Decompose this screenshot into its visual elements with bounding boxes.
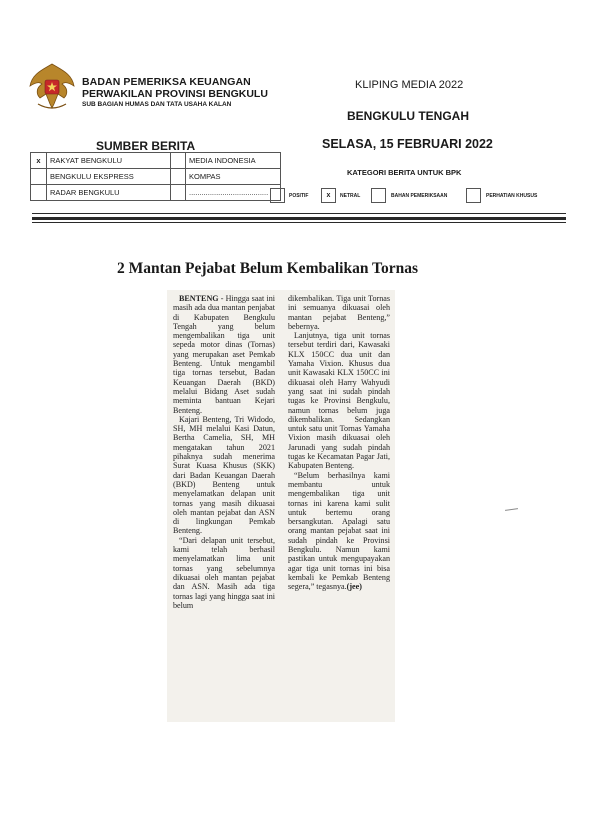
divider-line-thick — [32, 217, 566, 220]
source-name: MEDIA INDONESIA — [186, 153, 281, 169]
category-checkbox-positif — [270, 188, 285, 203]
article-paragraph: “Belum berhasilnya kami membantu untuk mengembalikan tiga unit tornas ini karena kami sulit untuk bertemu orang bersangkutan. Apalagi satu orang mantan pejabat saat ini sudah pindah ke Provinsi Bengkulu. Namun kami pastikan untuk mengupayakan agar tiga unit tornas ini bisa kembali ke Pemkab Benteng segera,” tegasnya.(jee) — [288, 470, 390, 592]
category-checkbox-netral: x — [321, 188, 336, 203]
article-column-2 — [288, 294, 390, 592]
source-checkbox — [31, 185, 47, 201]
source-checkbox: x — [31, 153, 47, 169]
scan-artifact — [505, 508, 518, 511]
kliping-label: KLIPING MEDIA 2022 — [355, 79, 464, 91]
bpk-garuda-logo — [28, 60, 76, 112]
source-name: KOMPAS — [186, 169, 281, 185]
article-paragraph: Lanjutnya, tiga unit tornas tersebut terdiri dari, Kawasaki KLX 150CC dua unit dan Yamaha Vixion. Khusus dua unit Kawasaki KLX 150CC ini dikuasai oleh Harry Wahyudi yang saat ini sudah pindah tugas ke Provinsi Bengkulu, namun tornas belum juga dikembalikan. Sedangkan untuk satu unit Tornas Yamaha Vixion masih dikuasai oleh Jarunadi yang sudah pindah tugas ke Kecamatan Pagar Jati, Kabupaten Benteng. — [288, 331, 390, 471]
source-name: BENGKULU EKSPRESS — [47, 169, 171, 185]
source-row — [31, 185, 281, 201]
sumber-berita-title: SUMBER BERITA — [96, 139, 196, 153]
article-column-1 — [173, 294, 275, 610]
source-name: RADAR BENGKULU — [47, 185, 171, 201]
publication-date: SELASA, 15 FEBRUARI 2022 — [322, 137, 493, 151]
source-name: RAKYAT BENGKULU — [47, 153, 171, 169]
source-table — [30, 152, 281, 201]
article-headline: 2 Mantan Pejabat Belum Kembalikan Tornas — [117, 260, 418, 277]
newspaper-clipping — [167, 290, 395, 722]
source-checkbox — [171, 153, 186, 169]
org-branch: PERWAKILAN PROVINSI BENGKULU — [82, 88, 268, 100]
article-paragraph: “Dari delapan unit tersebut, kami telah berhasil menyelamatkan lima unit tornas yang sebelumnya dikuasai oleh mantan pejabat dan ASN. Masih ada tiga tornas lagi yang hingga saat ini belum — [173, 535, 275, 610]
divider-line — [32, 213, 566, 214]
org-name: BADAN PEMERIKSA KEUANGAN — [82, 76, 251, 88]
region-title: BENGKULU TENGAH — [347, 109, 469, 123]
article-paragraph: Kajari Benteng, Tri Widodo, SH, MH melalui Kasi Datun, Bertha Camelia, SH, MH mengatakan tahun 2021 pihaknya sudah menerima Surat Kuasa Khusus (SKK) dari Badan Keuangan Daerah (BKD) Benteng untuk menyelamatkan delapan unit tornas yang masih dikuasai oleh mantan pejabat dan ASN di lingkungan Pemkab Benteng. — [173, 414, 275, 536]
article-dateline: BENTENG — [179, 294, 219, 303]
source-checkbox — [31, 169, 47, 185]
source-row — [31, 153, 281, 169]
article-paragraph: dikembalikan. Tiga unit Tornas ini semuanya dikuasai oleh mantan pejabat Benteng,” bebernya. — [288, 294, 390, 331]
category-checkbox-perhatian-khusus — [466, 188, 481, 203]
org-subdivision: SUB BAGIAN HUMAS DAN TATA USAHA KALAN — [82, 101, 232, 108]
category-label-bahan-pemeriksaan: BAHAN PEMERIKSAAN — [391, 193, 448, 199]
source-checkbox — [171, 185, 186, 201]
article-byline: (jee) — [346, 582, 362, 592]
category-label-netral: NETRAL — [340, 193, 361, 199]
divider-line — [32, 222, 566, 223]
article-paragraph: BENTENG - Hingga saat ini masih ada dua mantan penjabat di Kabupaten Bengkulu Tengah yang belum mengembalikan tiga unit sepeda motor dinas (Tornas) yang merupakan aset Pemkab Benteng. Untuk mengambil tiga tornas tersebut, Badan Keuangan Daerah (BKD) melalui Bidang Aset sudah meminta bantuan Kejari Benteng. — [173, 294, 275, 415]
source-name-blank: ...................................... — [186, 185, 281, 201]
category-label-perhatian-khusus: PERHATIAN KHUSUS — [486, 193, 538, 199]
kategori-title: KATEGORI BERITA UNTUK BPK — [347, 168, 462, 177]
category-label-positif: POSITIF — [289, 193, 309, 199]
source-checkbox — [171, 169, 186, 185]
source-row — [31, 169, 281, 185]
category-checkbox-bahan-pemeriksaan — [371, 188, 386, 203]
